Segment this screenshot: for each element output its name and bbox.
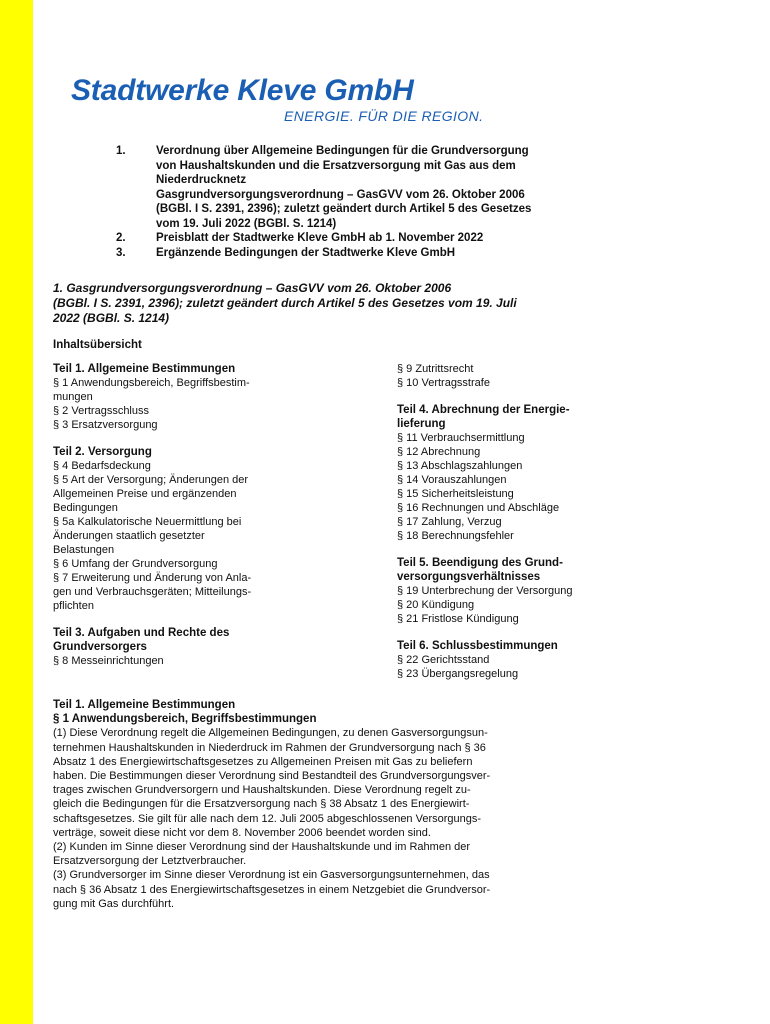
contents-group (397, 556, 687, 626)
contents-item: § 14 Vorauszahlungen (397, 474, 507, 486)
contents-group (397, 403, 687, 543)
toc-line: vom 19. Juli 2022 (BGBl. S. 1214) (156, 217, 337, 230)
contents-left-column (53, 362, 363, 681)
group-title: Grundversorgers (53, 641, 147, 653)
group-title: Teil 4. Abrechnung der Energie- (397, 404, 570, 416)
contents-item: § 20 Kündigung (397, 599, 475, 611)
paragraph-line: Absatz 1 des Energiewirtschaftsgesetzes zu Allgemeinen Preisen mit Gas zu beliefern (53, 755, 473, 768)
contents-group (397, 639, 687, 681)
left-margin-bar (0, 0, 33, 1024)
contents-group (53, 445, 363, 613)
group-title: Teil 1. Allgemeine Bestimmungen (53, 363, 236, 375)
contents-item: Bedingungen (53, 502, 118, 514)
toc-line: Niederdrucknetz (156, 174, 247, 186)
logo-tagline: ENERGIE. FÜR DIE REGION. (284, 108, 484, 124)
section-title-line: (BGBl. I S. 2391, 2396); zuletzt geändert durch Artikel 5 des Gesetzes vom 19. Juli (53, 296, 517, 310)
contents-item: § 16 Rechnungen und Abschläge (397, 502, 560, 514)
group-title: versorgungsverhältnisses (397, 571, 541, 583)
contents-item: § 17 Zahlung, Verzug (397, 516, 502, 528)
contents-item: § 4 Bedarfsdeckung (53, 460, 151, 472)
contents-group (53, 362, 363, 432)
group-title: Teil 2. Versorgung (53, 446, 152, 458)
toc-number: 1. (116, 145, 126, 157)
contents-item: § 2 Vertragsschluss (53, 405, 149, 417)
contents-item: Allgemeinen Preise und ergänzenden (53, 488, 237, 500)
company-logo (71, 76, 483, 124)
contents-item: § 5a Kalkulatorische Neuermittlung bei (53, 516, 242, 528)
contents-item: § 1 Anwendungsbereich, Begriffsbestim- (53, 377, 250, 389)
paragraph-line: verträge, soweit diese nicht vor dem 8. November 2006 beendet worden sind. (53, 826, 431, 839)
group-title: Teil 5. Beendigung des Grund- (397, 557, 563, 569)
contents-item: § 22 Gerichtsstand (397, 654, 490, 666)
contents-item: § 5 Art der Versorgung; Änderungen der (53, 474, 249, 486)
contents-item: § 15 Sicherheitsleistung (397, 488, 514, 500)
section-title (53, 281, 753, 326)
paragraphs (53, 726, 736, 911)
contents-item: § 9 Zutrittsrecht (397, 363, 474, 375)
paragraph-line: (2) Kunden im Sinne dieser Verordnung sind der Haushaltskunde und im Rahmen der (53, 841, 471, 854)
paragraph-line: nach § 36 Absatz 1 des Energiewirtschaftsgesetzes in einem Netzgebiet die Grundversor- (53, 883, 491, 896)
group-title: Teil 3. Aufgaben und Rechte des (53, 627, 230, 639)
contents-heading: Inhaltsübersicht (53, 339, 142, 351)
document-page (33, 0, 770, 1024)
contents-item: mungen (53, 391, 93, 403)
group-title: lieferung (397, 418, 446, 430)
contents-item: Belastungen (53, 544, 115, 556)
contents-item: gen und Verbrauchsgeräten; Mitteilungs- (53, 586, 252, 598)
paragraph (53, 868, 736, 911)
contents-item: § 19 Unterbrechung der Versorgung (397, 585, 573, 597)
contents-item: § 13 Abschlagszahlungen (397, 460, 523, 472)
section-title-line: 2022 (BGBl. S. 1214) (53, 311, 170, 325)
paragraph-line: gleich die Bedingungen für die Ersatzversorgung nach § 38 Absatz 1 des Energiewirt- (53, 798, 470, 811)
paragraph (53, 726, 736, 840)
contents-item: Änderungen staatlich gesetzter (53, 530, 205, 542)
contents-item: § 7 Erweiterung und Änderung von Anla- (53, 572, 252, 584)
toc-item (116, 144, 726, 231)
document-contents-list (116, 144, 726, 260)
paragraph-line: trages zwischen Grundversorgern und Haushaltskunden. Diese Verordnung regelt zu- (53, 784, 471, 797)
contents-item: § 3 Ersatzversorgung (53, 419, 158, 431)
contents-item: § 8 Messeinrichtungen (53, 655, 164, 667)
toc-number: 3. (116, 246, 126, 259)
contents-right-column (397, 362, 687, 694)
contents-item: § 11 Verbrauchsermittlung (397, 432, 525, 444)
toc-item (116, 231, 726, 246)
paragraph-line: Ersatzversorgung der Letztverbraucher. (53, 855, 247, 868)
section-title-line: 1. Gasgrundversorgungsverordnung – GasGVV vom 26. Oktober 2006 (53, 281, 452, 295)
toc-text (156, 144, 726, 231)
toc-text (156, 246, 726, 261)
paragraph-line: (3) Grundversorger im Sinne dieser Verordnung ist ein Gasversorgungsunternehmen, das (53, 869, 490, 882)
toc-line: Gasgrundversorgungsverordnung – GasGVV vom 26. Oktober 2006 (156, 188, 525, 201)
toc-line: Verordnung über Allgemeine Bedingungen für die Grundversorgung (156, 145, 529, 157)
contents-item: § 18 Berechnungsfehler (397, 530, 514, 542)
contents-group (397, 362, 687, 390)
contents-item: § 12 Abrechnung (397, 446, 481, 458)
paragraph-line: gung mit Gas durchführt. (53, 897, 175, 910)
paragraph-line: ternehmen Haushaltskunden in Niederdruck im Rahmen der Grundversorgung nach § 36 (53, 741, 486, 754)
paragraph-line: schaftsgesetzes. Sie gilt für alle nach dem 12. Juli 2005 abgeschlossenen Versorgungs- (53, 812, 482, 825)
paragraph (53, 840, 736, 868)
toc-line: (BGBl. I S. 2391, 2396); zuletzt geändert durch Artikel 5 des Gesetzes (156, 203, 532, 215)
toc-number: 2. (116, 232, 126, 244)
toc-line: von Haushaltskunden und die Ersatzversorgung mit Gas aus dem (156, 159, 516, 172)
contents-item: § 21 Fristlose Kündigung (397, 613, 519, 625)
contents-item: § 10 Vertragsstrafe (397, 377, 490, 389)
toc-item (116, 246, 726, 261)
contents-item: § 23 Übergangsregelung (397, 668, 519, 680)
body-text (53, 698, 736, 911)
toc-text (156, 231, 726, 246)
contents-item: pflichten (53, 600, 94, 612)
group-title: Teil 6. Schlussbestimmungen (397, 640, 558, 652)
contents-item: § 6 Umfang der Grundversorgung (53, 558, 218, 570)
paragraph-line: haben. Die Bestimmungen dieser Verordnung sind Bestandteil des Grundversorgungsver- (53, 770, 491, 783)
toc-line: Ergänzende Bedingungen der Stadtwerke Kleve GmbH (156, 246, 456, 259)
section-heading: § 1 Anwendungsbereich, Begriffsbestimmungen (53, 713, 317, 726)
logo-wordmark: Stadtwerke Kleve GmbH (71, 74, 414, 107)
paragraph-line: (1) Diese Verordnung regelt die Allgemeinen Bedingungen, zu denen Gasversorgungsun- (53, 727, 488, 740)
part-heading: Teil 1. Allgemeine Bestimmungen (53, 699, 236, 711)
contents-group (53, 626, 363, 668)
toc-line: Preisblatt der Stadtwerke Kleve GmbH ab 1. November 2022 (156, 232, 484, 244)
